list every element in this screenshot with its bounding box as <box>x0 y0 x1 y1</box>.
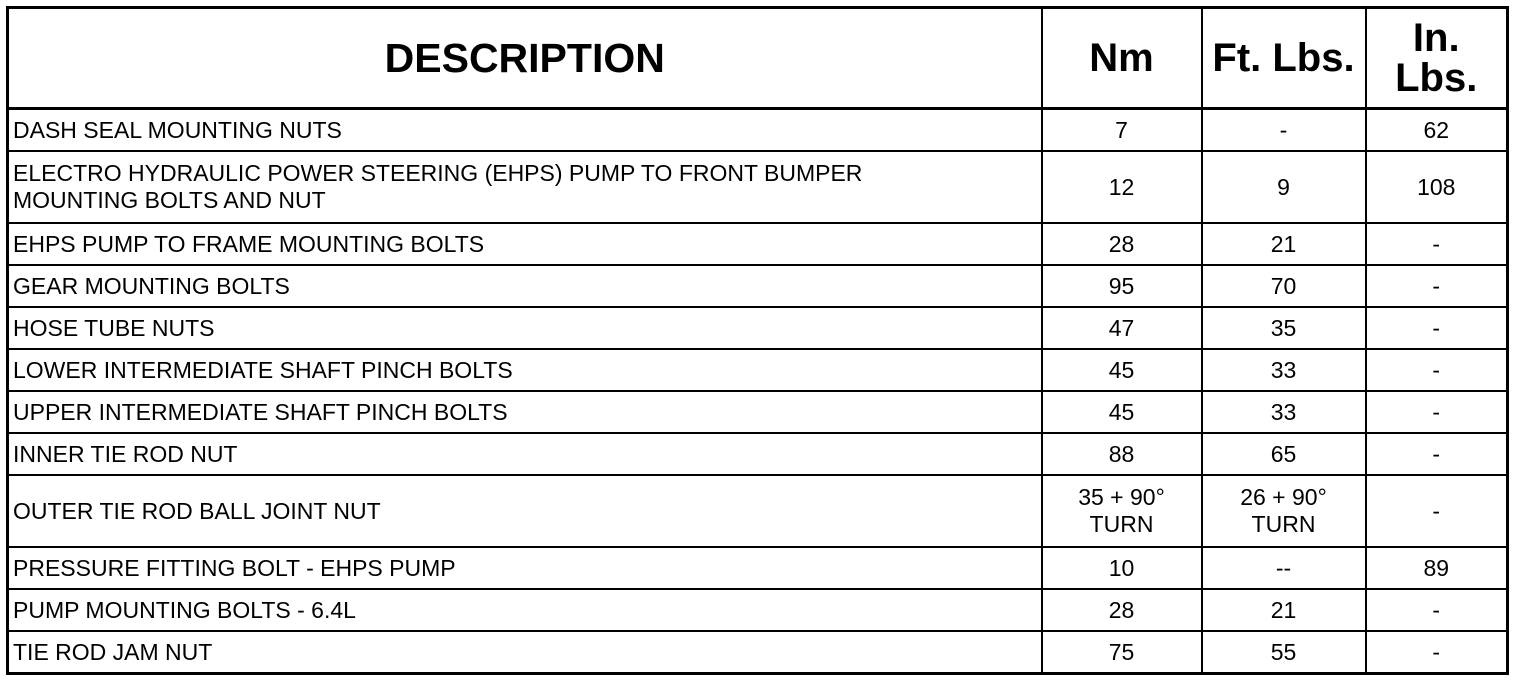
cell-nm: 45 <box>1042 349 1202 391</box>
cell-in-lbs: - <box>1366 589 1508 631</box>
table-row <box>8 547 1508 589</box>
cell-description <box>8 151 1042 223</box>
table-row <box>8 307 1508 349</box>
cell-description-line2: MOUNTING BOLTS AND NUT <box>13 187 326 213</box>
table-row <box>8 589 1508 631</box>
cell-description: UPPER INTERMEDIATE SHAFT PINCH BOLTS <box>8 391 1042 433</box>
cell-nm-line2: TURN <box>1089 511 1154 537</box>
cell-description: GEAR MOUNTING BOLTS <box>8 265 1042 307</box>
cell-description: EHPS PUMP TO FRAME MOUNTING BOLTS <box>8 223 1042 265</box>
header-in-lbs-line2: Lbs. <box>1395 56 1478 100</box>
cell-in-lbs: 89 <box>1366 547 1508 589</box>
cell-in-lbs: - <box>1366 349 1508 391</box>
cell-ft-lbs: 33 <box>1202 349 1366 391</box>
cell-ft-lbs: 33 <box>1202 391 1366 433</box>
cell-description: LOWER INTERMEDIATE SHAFT PINCH BOLTS <box>8 349 1042 391</box>
header-in-lbs <box>1366 8 1508 109</box>
cell-description: DASH SEAL MOUNTING NUTS <box>8 109 1042 152</box>
table-row <box>8 151 1508 223</box>
header-in-lbs-line1: In. <box>1412 16 1460 60</box>
cell-nm-line1: 35 + 90° <box>1078 484 1165 510</box>
cell-ft-lbs: 9 <box>1202 151 1366 223</box>
cell-in-lbs: 108 <box>1366 151 1508 223</box>
cell-nm: 28 <box>1042 223 1202 265</box>
cell-description: INNER TIE ROD NUT <box>8 433 1042 475</box>
cell-ft-lbs: 35 <box>1202 307 1366 349</box>
cell-ft-lbs: - <box>1202 109 1366 152</box>
cell-in-lbs: - <box>1366 223 1508 265</box>
cell-ft-lbs: 55 <box>1202 631 1366 674</box>
cell-nm: 47 <box>1042 307 1202 349</box>
table-row <box>8 475 1508 547</box>
cell-nm: 88 <box>1042 433 1202 475</box>
cell-in-lbs: - <box>1366 265 1508 307</box>
cell-in-lbs: - <box>1366 391 1508 433</box>
table-row <box>8 433 1508 475</box>
table-body <box>8 109 1508 674</box>
cell-nm: 45 <box>1042 391 1202 433</box>
cell-ft-lbs: 70 <box>1202 265 1366 307</box>
header-description: DESCRIPTION <box>8 8 1042 109</box>
table-row <box>8 349 1508 391</box>
table-row <box>8 631 1508 674</box>
table-row <box>8 109 1508 152</box>
cell-ft-lbs-line1: 26 + 90° <box>1240 484 1327 510</box>
cell-nm: 28 <box>1042 589 1202 631</box>
cell-description: OUTER TIE ROD BALL JOINT NUT <box>8 475 1042 547</box>
cell-nm: 75 <box>1042 631 1202 674</box>
cell-nm <box>1042 475 1202 547</box>
cell-ft-lbs-line2: TURN <box>1251 511 1316 537</box>
cell-ft-lbs: 65 <box>1202 433 1366 475</box>
cell-description-line1: ELECTRO HYDRAULIC POWER STEERING (EHPS) PUMP TO FRONT BUMPER <box>13 160 863 186</box>
cell-description: PUMP MOUNTING BOLTS - 6.4L <box>8 589 1042 631</box>
cell-nm: 12 <box>1042 151 1202 223</box>
torque-spec-table <box>6 6 1509 675</box>
cell-in-lbs: - <box>1366 475 1508 547</box>
cell-in-lbs: 62 <box>1366 109 1508 152</box>
cell-description: HOSE TUBE NUTS <box>8 307 1042 349</box>
header-row <box>8 8 1508 109</box>
table-row <box>8 265 1508 307</box>
table-row <box>8 391 1508 433</box>
cell-ft-lbs: 21 <box>1202 589 1366 631</box>
header-ft-lbs: Ft. Lbs. <box>1202 8 1366 109</box>
cell-in-lbs: - <box>1366 307 1508 349</box>
cell-description: TIE ROD JAM NUT <box>8 631 1042 674</box>
cell-ft-lbs <box>1202 475 1366 547</box>
cell-ft-lbs: 21 <box>1202 223 1366 265</box>
cell-nm: 7 <box>1042 109 1202 152</box>
cell-nm: 10 <box>1042 547 1202 589</box>
header-nm: Nm <box>1042 8 1202 109</box>
cell-ft-lbs: -- <box>1202 547 1366 589</box>
cell-nm: 95 <box>1042 265 1202 307</box>
cell-in-lbs: - <box>1366 631 1508 674</box>
table-row <box>8 223 1508 265</box>
table-header <box>8 8 1508 109</box>
cell-in-lbs: - <box>1366 433 1508 475</box>
cell-description: PRESSURE FITTING BOLT - EHPS PUMP <box>8 547 1042 589</box>
